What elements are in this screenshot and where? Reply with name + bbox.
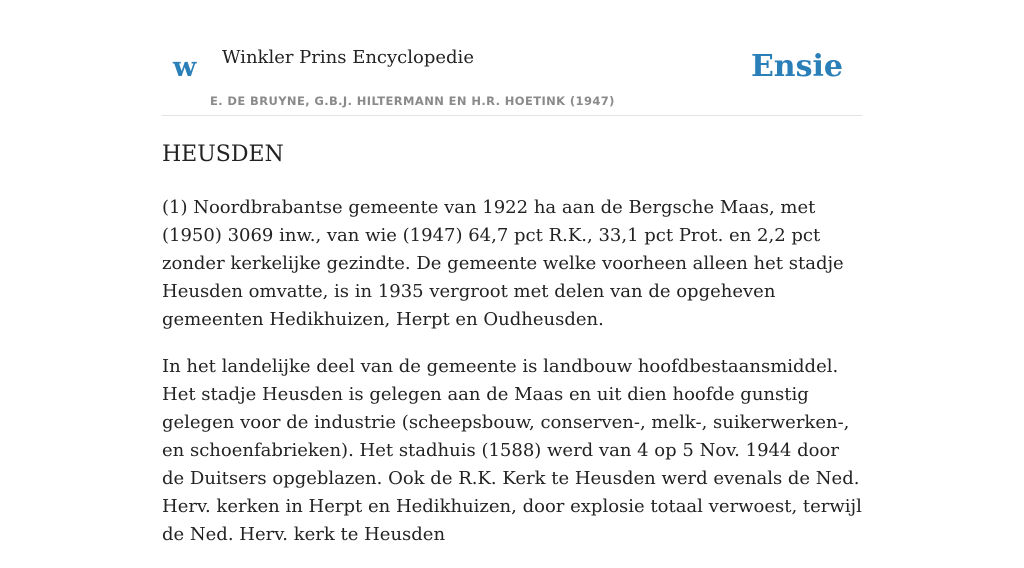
book-title[interactable]: Winkler Prins Encyclopedie <box>222 47 474 68</box>
article-headword: HEUSDEN <box>162 142 284 167</box>
book-authors: E. DE BRUYNE, G.B.J. HILTERMANN EN H.R. HOETINK (1947) <box>210 94 615 108</box>
winkler-prins-logo[interactable]: w <box>173 52 197 83</box>
ensie-logo[interactable]: Ensie <box>750 49 843 84</box>
site-header <box>162 40 862 116</box>
article-paragraph-1: (1) Noordbrabantse gemeente van 1922 ha aan de Bergsche Maas, met (1950) 3069 inw., van wie (1947) 64,7 pct R.K., 33,1 pct Prot. en 2,2 pct zonder kerkelijke gezindte. De gemeente welke voorheen alleen het stadje Heusden omvatte, is in 1935 vergroot met delen van de opgeheven gemeenten Hedikhuizen, Herpt en Oudheusden. <box>162 197 844 330</box>
article <box>162 140 862 568</box>
article-paragraph-2: In het landelijke deel van de gemeente is landbouw hoofdbestaansmiddel. Het stadje Heusden is gelegen aan de Maas en uit dien hoofde gunstig gelegen voor de industrie (scheepsbouw, conserven-, melk-, suikerwerken-, en schoenfabrieken). Het stadhuis (1588) werd van 4 op 5 Nov. 1944 door de Duitsers opgeblazen. Ook de R.K. Kerk te Heusden werd evenals de Ned. Herv. kerken in Herpt en Hedikhuizen, door explosie totaal verwoest, terwijl de Ned. Herv. kerk te Heusden <box>162 356 862 545</box>
